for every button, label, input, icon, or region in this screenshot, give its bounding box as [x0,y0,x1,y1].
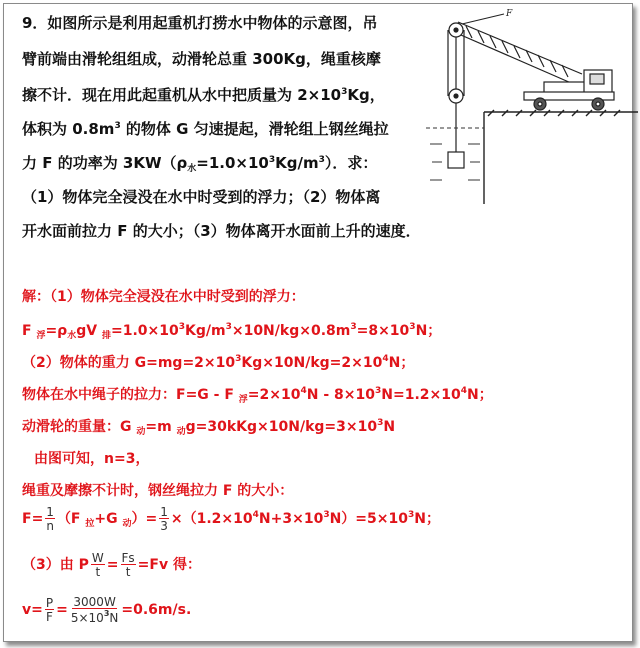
crane-boom [454,22,582,86]
solution-line-7: 绳重及摩擦不计时，钢丝绳拉力 F 的大小： [22,483,294,499]
riverbank [484,110,638,204]
object-g [448,152,464,168]
question-line-4: 体积为 $0.8m^3$ 的物体 G 匀速提起，滑轮组上钢丝绳拉 [22,120,389,138]
force-label: F [506,9,513,19]
question-line-2: 臂前端由滑轮组组成，动滑轮总重 300Kg，绳重核摩 [22,50,381,68]
question-line-3: 擦不计．现在用此起重机从水中把质量为 $2\times 10^3Kg$， [22,86,385,104]
pulley-block [448,23,464,152]
crane-diagram [426,4,638,224]
solution-weight: （2）物体的重力 $G=mg=2\times 10^3Kg\times 10N/kg=2\times 10^4N$； [22,354,415,371]
solution-line-1: 解：（1）物体完全浸没在水中时受到的浮力： [22,289,305,305]
solution-n: 由图可知，n=3， [34,451,150,467]
question-line-6: （1）物体完全浸没在水中时受到的浮力；（2）物体离 [22,188,381,206]
fraction-p-over-f: $\frac{P}{F}$ [45,596,54,624]
question-line-1: 9．如图所示是利用起重机打捞水中物体的示意图，吊 [22,14,378,32]
question-line-7: 开水面前拉力 F 的大小；（3）物体离开水面前上升的速度． [22,222,421,240]
question-line-5: 力 F 的功率为 $3KW(\rho_水=1.0\times 10^3Kg/m^3)$．求： [22,154,378,174]
solution-rope-tension: 物体在水中绳子的拉力：F=G - F $_浮=2\times 10^4N - 8\times 10^3N=1.2\times 10^4N$； [22,386,493,405]
fraction-fs-over-t: $\frac{Fs}{t}$ [121,551,135,579]
fraction-w-over-t: $\frac{W}{t}$ [91,551,104,579]
solution-buoyancy: F $_浮=\rho_水gV$ $_排=1.0\times 10^3Kg/m^3\times 10N/kg\times 0.8m^3=8\times 10^3N$； [22,322,442,341]
truck [524,70,614,110]
fraction-3000w-over-5e3n: $\frac{3000W}{5\times 10^3N}$ [70,595,119,625]
fraction-1-over-n: $\frac{1}{n}$ [46,505,54,533]
solution-power-formula: （3）由 P $\frac{W}{t}$ = $\frac{Fs}{t}$ =Fv 得： [22,551,201,579]
solution-pulley-weight: 动滑轮的重量：G $_动$=m $_动g=30kKg\times 10N/kg=3\times 10^3N$ [22,418,396,437]
solution-velocity: v= $\frac{P}{F}$ = $\frac{3000W}{5\times 10^3N}$ =0.6m/s. [22,595,192,625]
fraction-1-over-3: $\frac{1}{3}$ [160,505,168,533]
solution-force-f: F= $\frac{1}{n}$ （F $_拉$+G $_动$）= $\frac{1}{3}$ $\times(1.2\times 10^4N+3\times 10^3N)=5\times 10^3N$； [22,505,440,533]
